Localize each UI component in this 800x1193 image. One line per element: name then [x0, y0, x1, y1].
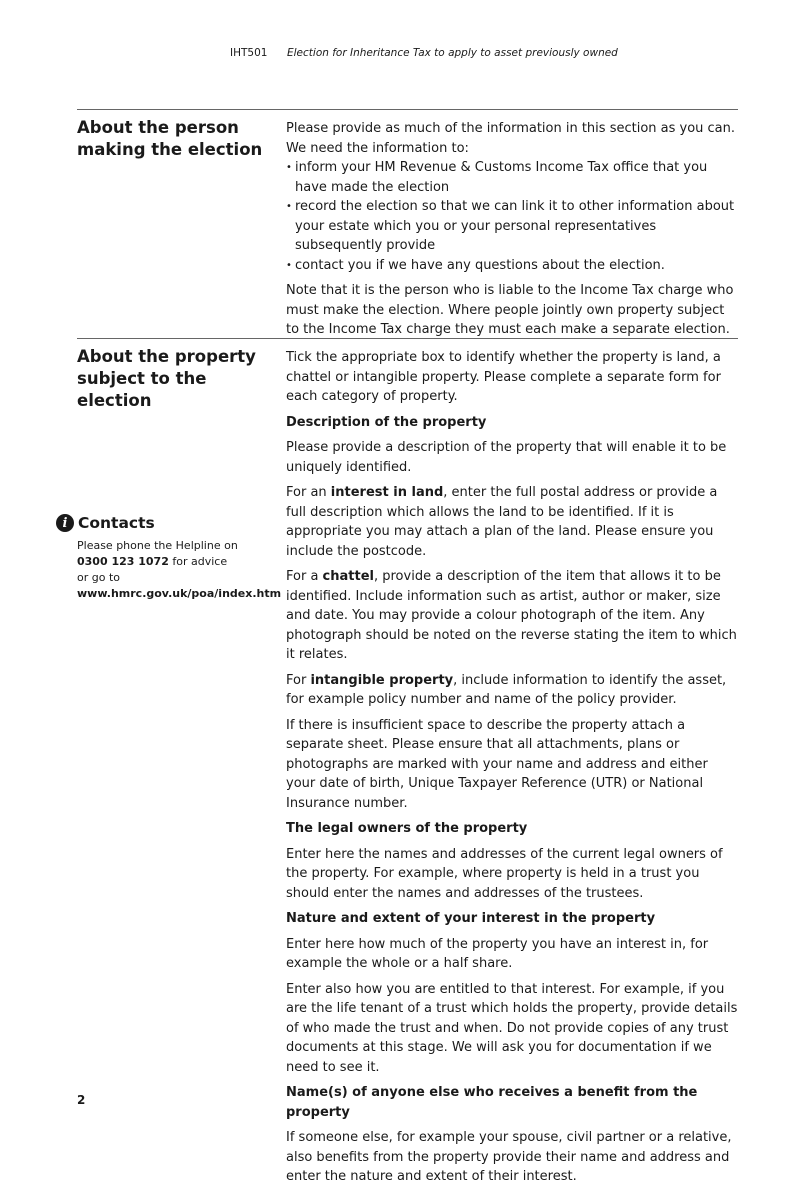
insufficient-space-paragraph: If there is insufficient space to describe the property attach a separate sheet. Please ensure that all attachments, plans or photographs are marked with your name and address and either your date of birth, Unique Taxpayer Reference (UTR) or National Insurance number. [286, 717, 708, 811]
section-divider-1 [77, 109, 738, 110]
section-body-person [286, 119, 741, 346]
list-item: • contact you if we have any questions about the election. [286, 256, 741, 276]
list-item: • record the election so that we can link it to other information about your estate which you or your personal representatives subsequently provide [286, 197, 741, 256]
property-intro: Tick the appropriate box to identify whether the property is land, a chattel or intangible property. Please complete a separate form for each category of property. [286, 350, 721, 404]
note-paragraph: Note that it is the person who is liable to the Income Tax charge who must make the election. Where people jointly own property subject to the Income Tax charge they must each make a separate election. [286, 283, 734, 337]
info-icon: i [56, 514, 74, 532]
land-term: interest in land [330, 485, 444, 500]
reasons-list [286, 158, 741, 275]
section-heading-person: About the person making the election [77, 118, 263, 159]
contacts-box [56, 512, 282, 602]
form-code: IHT501 [230, 47, 268, 59]
chattel-term: chattel [322, 569, 374, 584]
list-item: • inform your HM Revenue & Customs Income Tax office that you have made the election [286, 158, 741, 197]
legal-owners-paragraph: Enter here the names and addresses of the current legal owners of the property. For example, where property is held in a trust you should enter the names and addresses of the trustees. [286, 846, 723, 901]
contacts-text [77, 538, 282, 602]
page-number: 2 [77, 1093, 86, 1107]
nature-paragraph-2: Enter also how you are entitled to that interest. For example, if you are the life tenant of a trust which holds the property, provide details of who made the trust and when. Do not provide copies of any trust documents at this stage. We will ask you for documentation if we need to see it. [286, 981, 738, 1075]
section-body-property [286, 348, 741, 1193]
subheading-benefit: Name(s) of anyone else who receives a benefit from the property [286, 1085, 698, 1120]
intro-need: We need the information to: [286, 140, 469, 156]
intro-paragraph: Please provide as much of the information in this section as you can. [286, 121, 736, 136]
contacts-line-1: Please phone the Helpline on [77, 539, 238, 552]
section-divider-2 [77, 338, 738, 339]
nature-paragraph-1: Enter here how much of the property you have an interest in, for example the whole or a half share. [286, 936, 709, 971]
land-paragraph: For an interest in land, enter the full postal address or provide a full description which allows the land to be identified. If it is appropriate you may attach a plan of the land. Please ensure you include the postcode. [286, 485, 718, 559]
intangible-paragraph: For intangible property, include information to identify the asset, for example policy number and name of the policy provider. [286, 672, 727, 707]
benefit-paragraph: If someone else, for example your spouse, civil partner or a relative, also benefits from the property provide their name and address and enter the nature and extent of their interest. [286, 1130, 732, 1184]
subheading-legal-owners: The legal owners of the property [286, 821, 528, 836]
contacts-title: Contacts [78, 514, 155, 532]
description-paragraph: Please provide a description of the property that will enable it to be uniquely identified. [286, 440, 727, 475]
subheading-nature: Nature and extent of your interest in the property [286, 911, 656, 926]
form-title: Election for Inheritance Tax to apply to asset previously owned [287, 47, 618, 59]
helpline-number: 0300 123 1072 [77, 555, 169, 568]
intangible-term: intangible property [310, 672, 454, 688]
contacts-url[interactable]: www.hmrc.gov.uk/poa/index.htm [77, 587, 282, 600]
contacts-heading [56, 512, 266, 534]
chattel-paragraph: For a chattel, provide a description of the item that allows it to be identified. Include information such as artist, author or maker, size and date. You may provide a colour photograph of the item. Any photograph should be noted on the reverse stating the item to which it relates. [286, 569, 737, 662]
subheading-description: Description of the property [286, 414, 487, 430]
section-heading-property: About the property subject to the election [77, 347, 256, 410]
contacts-line-3: or go to [77, 571, 121, 584]
contacts-line-2: 0300 123 1072 for advice [77, 555, 228, 568]
contacts-url-line [77, 586, 282, 602]
